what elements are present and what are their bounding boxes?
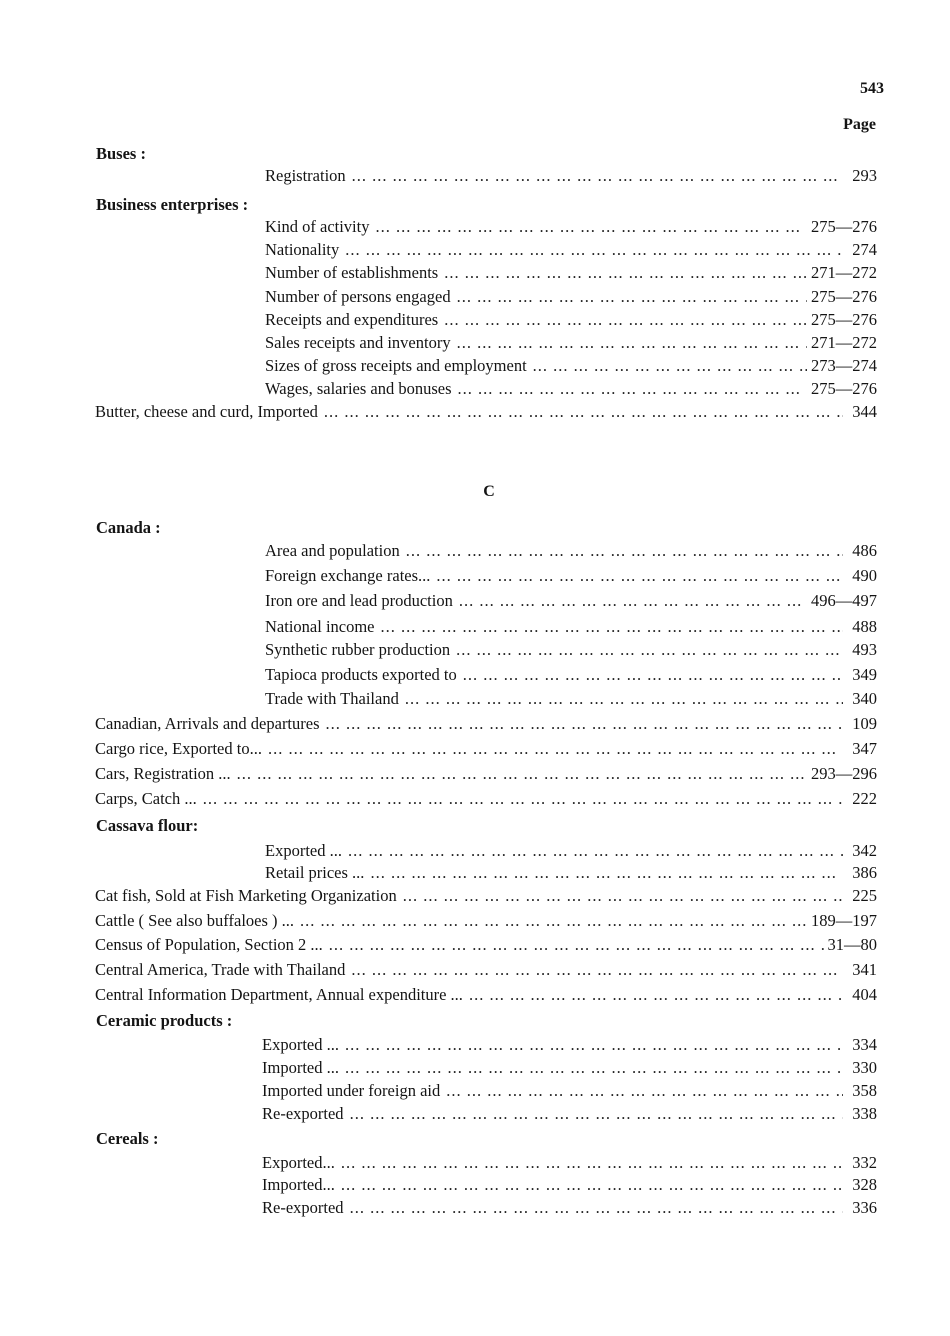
entry-label: Re-exported xyxy=(262,1198,344,1217)
entry-page: 293—296 xyxy=(811,764,877,783)
entry-label: Retail prices ... xyxy=(265,863,365,882)
entry-label: Exported... xyxy=(262,1153,335,1172)
entry-label: Carps, Catch ... xyxy=(95,789,197,808)
index-entry xyxy=(265,616,877,638)
index-entry xyxy=(265,565,877,587)
dot-leader xyxy=(469,984,843,1006)
index-entry xyxy=(265,239,877,261)
entry-label: Exported ... xyxy=(265,841,342,860)
entry-page: 275—276 xyxy=(811,310,877,329)
dot-leader xyxy=(237,763,807,785)
index-entry xyxy=(265,309,877,331)
dot-leader xyxy=(458,378,807,400)
index-entry xyxy=(265,862,877,884)
index-entry xyxy=(265,165,877,187)
index-heading-ceramic: Ceramic products : xyxy=(96,1011,233,1030)
entry-label: Exported ... xyxy=(262,1035,339,1054)
dot-leader xyxy=(345,239,843,261)
index-entry xyxy=(95,401,877,423)
entry-label: Butter, cheese and curd, Imported xyxy=(95,402,318,421)
dot-leader xyxy=(381,616,843,638)
index-entry xyxy=(95,713,877,735)
index-heading-cassava: Cassava flour: xyxy=(96,816,199,835)
dot-leader xyxy=(350,1197,843,1219)
index-entry xyxy=(262,1103,877,1125)
entry-page: 340 xyxy=(852,689,877,708)
index-heading-cereals: Cereals : xyxy=(96,1129,159,1148)
entry-page: 274 xyxy=(852,240,877,259)
entry-label: Nationality xyxy=(265,240,340,259)
dot-leader xyxy=(457,332,807,354)
page-number: 543 xyxy=(860,80,884,97)
dot-leader xyxy=(403,885,843,907)
entry-page: 496—497 xyxy=(811,591,877,610)
dot-leader xyxy=(457,286,807,308)
index-heading-business: Business enterprises : xyxy=(96,195,249,214)
entry-page: 334 xyxy=(852,1035,877,1054)
dot-leader xyxy=(406,540,843,562)
dot-leader xyxy=(370,862,843,884)
entry-label: Foreign exchange rates... xyxy=(265,566,431,585)
entry-label: Cars, Registration ... xyxy=(95,764,231,783)
entry-page: 271—272 xyxy=(811,333,877,352)
dot-leader xyxy=(345,1034,843,1056)
index-entry xyxy=(265,590,877,612)
index-entry xyxy=(262,1197,877,1219)
entry-page: 486 xyxy=(852,541,877,560)
dot-leader xyxy=(329,934,824,956)
index-entry xyxy=(95,738,877,760)
index-entry xyxy=(265,332,877,354)
entry-label: Wages, salaries and bonuses xyxy=(265,379,452,398)
entry-label: Registration xyxy=(265,166,346,185)
entry-label: Census of Population, Section 2 ... xyxy=(95,935,323,954)
entry-label: Central Information Department, Annual expenditure ... xyxy=(95,985,463,1004)
dot-leader xyxy=(326,713,843,735)
entry-label: Imported ... xyxy=(262,1058,339,1077)
entry-page: 386 xyxy=(852,863,877,882)
index-entry xyxy=(265,840,877,862)
index-entry xyxy=(95,934,877,956)
dot-leader xyxy=(463,664,843,686)
entry-page: 31—80 xyxy=(827,935,877,954)
dot-leader xyxy=(533,355,807,377)
dot-leader xyxy=(375,216,807,238)
entry-page: 275—276 xyxy=(811,379,877,398)
entry-label: Number of establishments xyxy=(265,263,439,282)
index-entry xyxy=(265,540,877,562)
entry-page: 344 xyxy=(852,402,877,421)
index-entry xyxy=(95,788,877,810)
entry-page: 336 xyxy=(852,1198,877,1217)
entry-page: 404 xyxy=(852,985,877,1004)
entry-page: 493 xyxy=(852,640,877,659)
entry-page: 338 xyxy=(852,1104,877,1123)
entry-page: 341 xyxy=(852,960,877,979)
entry-page: 222 xyxy=(852,789,877,808)
section-letter: C xyxy=(483,483,495,500)
entry-label: Tapioca products exported to xyxy=(265,665,457,684)
dot-leader xyxy=(324,401,843,423)
dot-leader xyxy=(341,1174,843,1196)
index-entry xyxy=(265,688,877,710)
index-entry xyxy=(95,984,877,1006)
index-entry xyxy=(262,1174,877,1196)
entry-label: Kind of activity xyxy=(265,217,370,236)
entry-label: Cat fish, Sold at Fish Marketing Organization xyxy=(95,886,397,905)
dot-leader xyxy=(348,840,843,862)
entry-label: Imported under foreign aid xyxy=(262,1081,441,1100)
entry-page: 488 xyxy=(852,617,877,636)
entry-page: 328 xyxy=(852,1175,877,1194)
entry-page: 109 xyxy=(852,714,877,733)
index-entry xyxy=(265,355,877,377)
index-heading-canada: Canada : xyxy=(96,518,161,537)
entry-page: 189—197 xyxy=(811,911,877,930)
entry-label: Receipts and expenditures xyxy=(265,310,439,329)
dot-leader xyxy=(436,565,843,587)
dot-leader xyxy=(268,738,843,760)
dot-leader xyxy=(351,959,843,981)
entry-page: 358 xyxy=(852,1081,877,1100)
dot-leader xyxy=(341,1152,843,1174)
dot-leader xyxy=(444,262,807,284)
dot-leader xyxy=(446,1080,843,1102)
index-heading-buses: Buses : xyxy=(96,144,146,163)
dot-leader xyxy=(350,1103,843,1125)
page-column-label: Page xyxy=(843,116,876,133)
entry-page: 490 xyxy=(852,566,877,585)
entry-page: 349 xyxy=(852,665,877,684)
entry-page: 275—276 xyxy=(811,217,877,236)
index-entry xyxy=(265,262,877,284)
index-entry xyxy=(265,216,877,238)
entry-page: 342 xyxy=(852,841,877,860)
index-entry xyxy=(265,286,877,308)
entry-label: Canadian, Arrivals and departures xyxy=(95,714,320,733)
entry-page: 273—274 xyxy=(811,356,877,375)
index-entry xyxy=(265,639,877,661)
dot-leader xyxy=(444,309,807,331)
entry-label: Cargo rice, Exported to... xyxy=(95,739,262,758)
entry-page: 271—272 xyxy=(811,263,877,282)
dot-leader xyxy=(459,590,807,612)
entry-label: Number of persons engaged xyxy=(265,287,451,306)
entry-page: 293 xyxy=(852,166,877,185)
dot-leader xyxy=(456,639,843,661)
dot-leader xyxy=(352,165,843,187)
index-entry xyxy=(95,959,877,981)
index-entry xyxy=(262,1057,877,1079)
dot-leader xyxy=(300,910,807,932)
entry-label: Synthetic rubber production xyxy=(265,640,451,659)
index-entry xyxy=(265,664,877,686)
entry-label: Iron ore and lead production xyxy=(265,591,453,610)
entry-label: Imported... xyxy=(262,1175,335,1194)
index-entry xyxy=(265,378,877,400)
entry-label: Area and population xyxy=(265,541,400,560)
dot-leader xyxy=(405,688,843,710)
entry-page: 332 xyxy=(852,1153,877,1172)
index-entry xyxy=(95,763,877,785)
entry-page: 225 xyxy=(852,886,877,905)
dot-leader xyxy=(203,788,843,810)
entry-label: Re-exported xyxy=(262,1104,344,1123)
entry-label: Central America, Trade with Thailand xyxy=(95,960,346,979)
entry-label: Sizes of gross receipts and employment xyxy=(265,356,527,375)
dot-leader xyxy=(345,1057,843,1079)
entry-label: National income xyxy=(265,617,375,636)
index-entry xyxy=(262,1080,877,1102)
entry-label: Sales receipts and inventory xyxy=(265,333,451,352)
entry-label: Cattle ( See also buffaloes ) ... xyxy=(95,911,295,930)
entry-label: Trade with Thailand xyxy=(265,689,399,708)
index-entry xyxy=(95,885,877,907)
index-entry xyxy=(95,910,877,932)
entry-page: 275—276 xyxy=(811,287,877,306)
index-entry xyxy=(262,1152,877,1174)
index-entry xyxy=(262,1034,877,1056)
entry-page: 347 xyxy=(852,739,877,758)
entry-page: 330 xyxy=(852,1058,877,1077)
